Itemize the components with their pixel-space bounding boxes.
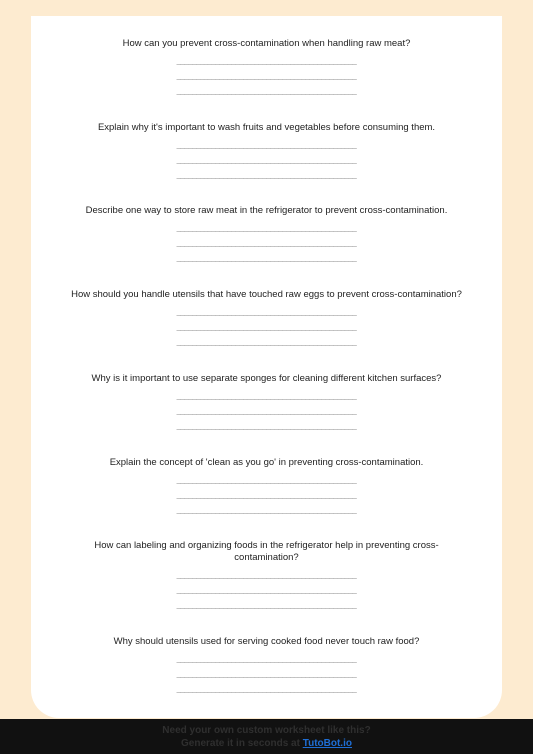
- question-text: Describe one way to store raw meat in the refrigerator to prevent cross-contamination.: [85, 205, 448, 216]
- answer-line[interactable]: ______________________________________________: [176, 491, 357, 499]
- answer-line[interactable]: ______________________________________________: [176, 392, 357, 400]
- footer-line-1: Need your own custom worksheet like this?: [162, 725, 371, 736]
- answer-line[interactable]: ______________________________________________: [176, 685, 357, 693]
- answer-line[interactable]: ______________________________________________: [176, 57, 357, 65]
- worksheet-page: [31, 16, 502, 718]
- answer-line[interactable]: ______________________________________________: [176, 239, 357, 247]
- question-block: [31, 38, 502, 99]
- answer-line[interactable]: ______________________________________________: [176, 586, 357, 594]
- question-text: How can labeling and organizing foods in the refrigerator help in preventing cross-contamination?: [94, 540, 439, 563]
- answer-line[interactable]: ______________________________________________: [176, 224, 357, 232]
- promo-footer: [0, 719, 533, 754]
- answer-line[interactable]: ______________________________________________: [176, 87, 357, 95]
- answer-line[interactable]: ______________________________________________: [176, 338, 357, 346]
- question-block: [31, 289, 502, 350]
- answer-line[interactable]: ______________________________________________: [176, 601, 357, 609]
- question-block: [31, 122, 502, 183]
- answer-line[interactable]: ______________________________________________: [176, 422, 357, 430]
- answer-line[interactable]: ______________________________________________: [176, 72, 357, 80]
- answer-line[interactable]: ______________________________________________: [176, 571, 357, 579]
- question-text: Why should utensils used for serving cooked food never touch raw food?: [113, 636, 420, 647]
- question-block: [31, 457, 502, 518]
- footer-line-2: [0, 737, 533, 750]
- question-text: Explain the concept of 'clean as you go' in preventing cross-contamination.: [109, 457, 424, 468]
- answer-line[interactable]: ______________________________________________: [176, 308, 357, 316]
- question-text: How should you handle utensils that have touched raw eggs to prevent cross-contamination?: [71, 289, 462, 300]
- question-block: [31, 636, 502, 697]
- answer-line[interactable]: ______________________________________________: [176, 171, 357, 179]
- answer-line[interactable]: ______________________________________________: [176, 506, 357, 514]
- question-block: [31, 373, 502, 434]
- answer-line[interactable]: ______________________________________________: [176, 141, 357, 149]
- answer-line[interactable]: ______________________________________________: [176, 670, 357, 678]
- question-block: [31, 540, 502, 613]
- question-block: [31, 205, 502, 266]
- tutobot-link[interactable]: TutoBot.io: [302, 738, 352, 749]
- answer-line[interactable]: ______________________________________________: [176, 156, 357, 164]
- answer-line[interactable]: ______________________________________________: [176, 407, 357, 415]
- question-text: How can you prevent cross-contamination when handling raw meat?: [122, 38, 411, 49]
- answer-line[interactable]: ______________________________________________: [176, 254, 357, 262]
- question-text: Explain why it's important to wash fruits and vegetables before consuming them.: [97, 122, 436, 133]
- question-text: Why is it important to use separate sponges for cleaning different kitchen surfaces?: [91, 373, 442, 384]
- answer-line[interactable]: ______________________________________________: [176, 655, 357, 663]
- answer-line[interactable]: ______________________________________________: [176, 476, 357, 484]
- footer-line-2-text: Generate it in seconds at: [181, 738, 303, 749]
- answer-line[interactable]: ______________________________________________: [176, 323, 357, 331]
